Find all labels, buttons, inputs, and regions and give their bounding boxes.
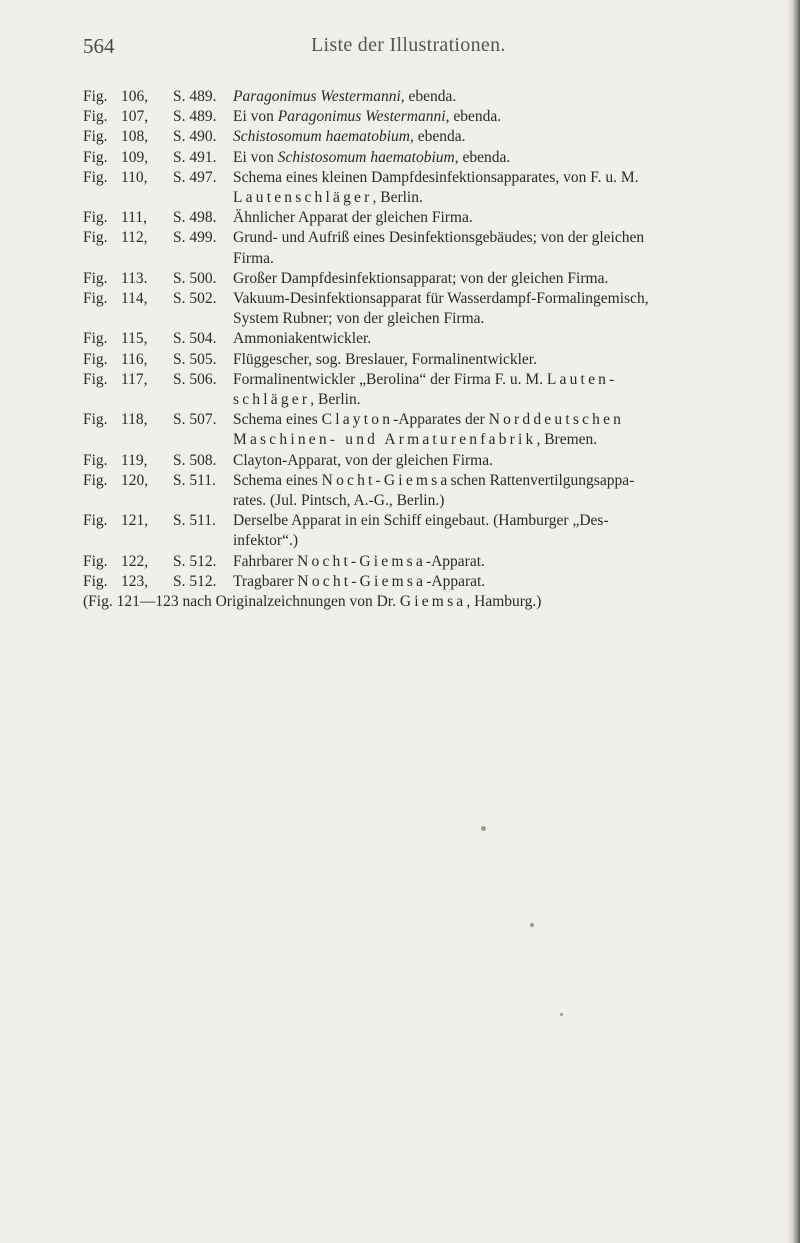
page-reference: S. 490. bbox=[173, 128, 217, 146]
page-edge-shadow bbox=[786, 0, 800, 1243]
page-reference: S. 506. bbox=[173, 370, 217, 388]
page-reference: S. 504. bbox=[173, 330, 217, 348]
text-run: Fahrbarer bbox=[233, 552, 298, 570]
text-run: rates. (Jul. Pintsch, A.-G., Berlin.) bbox=[233, 492, 445, 510]
text-run: Großer Dampfdesinfektionsapparat; von der gleichen Firma. bbox=[233, 269, 609, 287]
text-run: Clayton bbox=[321, 411, 394, 429]
figure-description bbox=[233, 168, 763, 188]
fig-number: 108, bbox=[121, 128, 149, 146]
figure-description bbox=[233, 350, 763, 370]
text-run: schen Rattenvertilgungsappa- bbox=[450, 471, 635, 489]
figure-description bbox=[233, 370, 763, 390]
fig-number: 113. bbox=[121, 269, 148, 287]
fig-label: Fig. bbox=[83, 290, 108, 308]
figure-entry bbox=[83, 410, 763, 430]
fig-number: 120, bbox=[121, 471, 149, 489]
figure-entry bbox=[83, 451, 763, 471]
figure-description bbox=[233, 329, 763, 349]
text-run: Firma. bbox=[233, 249, 274, 267]
page-reference: S. 511. bbox=[173, 512, 216, 530]
text-run: Ähnlicher Apparat der gleichen Firma. bbox=[233, 209, 473, 227]
text-run: Lauten- bbox=[546, 370, 618, 388]
description-continuation bbox=[83, 249, 763, 269]
fig-label: Fig. bbox=[83, 229, 108, 247]
text-run: Formalinentwickler „Berolina“ der Firma F. u. M. bbox=[233, 370, 547, 388]
text-run: Paragonimus Westermanni bbox=[277, 108, 446, 126]
figure-description bbox=[233, 269, 763, 289]
figure-description bbox=[233, 552, 763, 572]
text-run: infektor“.) bbox=[233, 532, 298, 550]
figure-entry bbox=[83, 228, 763, 248]
figure-entry bbox=[83, 269, 763, 289]
figure-description bbox=[233, 228, 763, 248]
description-continuation bbox=[83, 390, 763, 410]
text-run: Schistosomum haematobium bbox=[277, 148, 455, 166]
figure-entry bbox=[83, 329, 763, 349]
description-continuation bbox=[83, 309, 763, 329]
text-run: Vakuum-Desinfektionsapparat für Wasserdampf-Formalingemisch, bbox=[233, 290, 649, 308]
fig-label: Fig. bbox=[83, 512, 108, 530]
figure-entry bbox=[83, 370, 763, 390]
figure-entry bbox=[83, 168, 763, 188]
page-reference: S. 505. bbox=[173, 350, 217, 368]
fig-label: Fig. bbox=[83, 350, 108, 368]
text-run: Nocht-Giemsa bbox=[321, 471, 451, 489]
fig-label: Fig. bbox=[83, 370, 108, 388]
description-continuation bbox=[83, 531, 763, 551]
figure-description bbox=[233, 208, 763, 228]
figure-entry bbox=[83, 127, 763, 147]
page-reference: S. 489. bbox=[173, 88, 217, 105]
page-reference: S. 511. bbox=[173, 471, 216, 489]
text-run: Paragonimus Westermanni bbox=[233, 88, 401, 105]
description-continuation bbox=[83, 188, 763, 208]
text-run: , Hamburg.) bbox=[466, 593, 542, 611]
fig-label: Fig. bbox=[83, 128, 108, 146]
figure-description bbox=[233, 289, 763, 309]
page-reference: S. 508. bbox=[173, 451, 217, 469]
text-run: (Fig. 121—123 nach Originalzeichnungen von Dr. bbox=[83, 593, 400, 611]
page-reference: S. 491. bbox=[173, 148, 217, 166]
text-run: , Berlin. bbox=[372, 189, 423, 207]
fig-number: 122, bbox=[121, 552, 149, 570]
figure-entry bbox=[83, 350, 763, 370]
text-run: , ebenda. bbox=[400, 88, 457, 105]
text-run: Lautenschläger bbox=[233, 189, 373, 207]
figure-description bbox=[233, 87, 763, 107]
text-run: System Rubner; von der gleichen Firma. bbox=[233, 310, 485, 328]
text-run: Ei von bbox=[233, 148, 278, 166]
print-speck bbox=[481, 826, 486, 831]
figure-entry bbox=[83, 572, 763, 592]
page-reference: S. 502. bbox=[173, 290, 217, 308]
text-run: Ei von bbox=[233, 108, 278, 126]
fig-number: 110, bbox=[121, 168, 148, 186]
figure-description bbox=[233, 471, 763, 491]
text-run: , ebenda. bbox=[454, 148, 511, 166]
fig-label: Fig. bbox=[83, 269, 108, 287]
description-continuation bbox=[83, 491, 763, 511]
fig-number: 121, bbox=[121, 512, 149, 530]
figure-entry bbox=[83, 208, 763, 228]
figure-entry bbox=[83, 511, 763, 531]
fig-number: 118, bbox=[121, 411, 148, 429]
text-run: Clayton-Apparat, von der gleichen Firma. bbox=[233, 451, 493, 469]
figure-description bbox=[233, 127, 763, 147]
fig-label: Fig. bbox=[83, 471, 108, 489]
fig-label: Fig. bbox=[83, 451, 108, 469]
description-continuation bbox=[83, 430, 763, 450]
text-run: -Apparates der bbox=[393, 411, 489, 429]
text-run: Flüggescher, sog. Breslauer, Formalinentwickler. bbox=[233, 350, 537, 368]
text-run: Norddeutschen bbox=[488, 411, 625, 429]
figure-description bbox=[233, 572, 763, 592]
fig-label: Fig. bbox=[83, 572, 108, 590]
figure-description bbox=[233, 451, 763, 471]
text-run: -Apparat. bbox=[426, 572, 486, 590]
text-run: , ebenda. bbox=[409, 128, 466, 146]
page-reference: S. 498. bbox=[173, 209, 217, 227]
footnote bbox=[83, 592, 763, 612]
text-run: schläger bbox=[233, 391, 311, 409]
fig-label: Fig. bbox=[83, 108, 108, 126]
fig-number: 111, bbox=[121, 209, 147, 227]
figure-entry bbox=[83, 87, 763, 107]
fig-label: Fig. bbox=[83, 209, 108, 227]
text-run: Maschinen- und Armaturenfabrik bbox=[233, 431, 537, 449]
fig-number: 114, bbox=[121, 290, 148, 308]
figure-entry bbox=[83, 148, 763, 168]
page-number: 564 bbox=[83, 34, 115, 58]
text-run: Derselbe Apparat in ein Schiff eingebaut. (Hamburger „Des- bbox=[233, 512, 609, 530]
figure-entry bbox=[83, 552, 763, 572]
figure-description bbox=[233, 410, 763, 430]
illustration-list bbox=[83, 87, 763, 612]
page-reference: S. 497. bbox=[173, 168, 217, 186]
fig-label: Fig. bbox=[83, 552, 108, 570]
text-run: , Berlin. bbox=[310, 391, 361, 409]
text-run: -Apparat. bbox=[425, 552, 485, 570]
text-run: Giemsa bbox=[399, 593, 467, 611]
fig-label: Fig. bbox=[83, 148, 108, 166]
page-header bbox=[0, 34, 800, 64]
text-run: Nocht-Giemsa bbox=[297, 552, 426, 570]
text-run: Schema eines bbox=[233, 471, 322, 489]
fig-number: 106, bbox=[121, 88, 149, 105]
fig-label: Fig. bbox=[83, 88, 108, 105]
text-run: Schema eines kleinen Dampfdesinfektionsapparates, von F. u. M. bbox=[233, 168, 639, 186]
figure-entry bbox=[83, 289, 763, 309]
fig-number: 117, bbox=[121, 370, 148, 388]
text-run: , ebenda. bbox=[445, 108, 502, 126]
fig-number: 107, bbox=[121, 108, 149, 126]
print-speck bbox=[560, 1013, 563, 1016]
text-run: Tragbarer bbox=[233, 572, 298, 590]
page-reference: S. 512. bbox=[173, 552, 217, 570]
figure-description bbox=[233, 511, 763, 531]
text-run: Schistosomum haematobium bbox=[233, 128, 410, 146]
text-run: , Bremen. bbox=[536, 431, 598, 449]
fig-number: 123, bbox=[121, 572, 149, 590]
fig-label: Fig. bbox=[83, 330, 108, 348]
text-run: Grund- und Aufriß eines Desinfektionsgebäudes; von der gleichen bbox=[233, 229, 645, 247]
fig-label: Fig. bbox=[83, 411, 108, 429]
fig-number: 116, bbox=[121, 350, 148, 368]
fig-number: 119, bbox=[121, 451, 148, 469]
fig-number: 115, bbox=[121, 330, 148, 348]
page-reference: S. 507. bbox=[173, 411, 217, 429]
fig-label: Fig. bbox=[83, 168, 108, 186]
print-speck bbox=[530, 923, 534, 927]
running-title: Liste der Illustrationen. bbox=[311, 34, 506, 56]
figure-entry bbox=[83, 471, 763, 491]
fig-number: 112, bbox=[121, 229, 148, 247]
page-reference: S. 489. bbox=[173, 108, 217, 126]
page-reference: S. 512. bbox=[173, 572, 217, 590]
page-reference: S. 499. bbox=[173, 229, 217, 247]
figure-entry bbox=[83, 107, 763, 127]
page-reference: S. 500. bbox=[173, 269, 217, 287]
text-run: Nocht-Giemsa bbox=[297, 572, 427, 590]
figure-description bbox=[233, 148, 763, 168]
text-run: Schema eines bbox=[233, 411, 322, 429]
text-run: Ammoniakentwickler. bbox=[233, 330, 372, 348]
figure-description bbox=[233, 107, 763, 127]
fig-number: 109, bbox=[121, 148, 149, 166]
